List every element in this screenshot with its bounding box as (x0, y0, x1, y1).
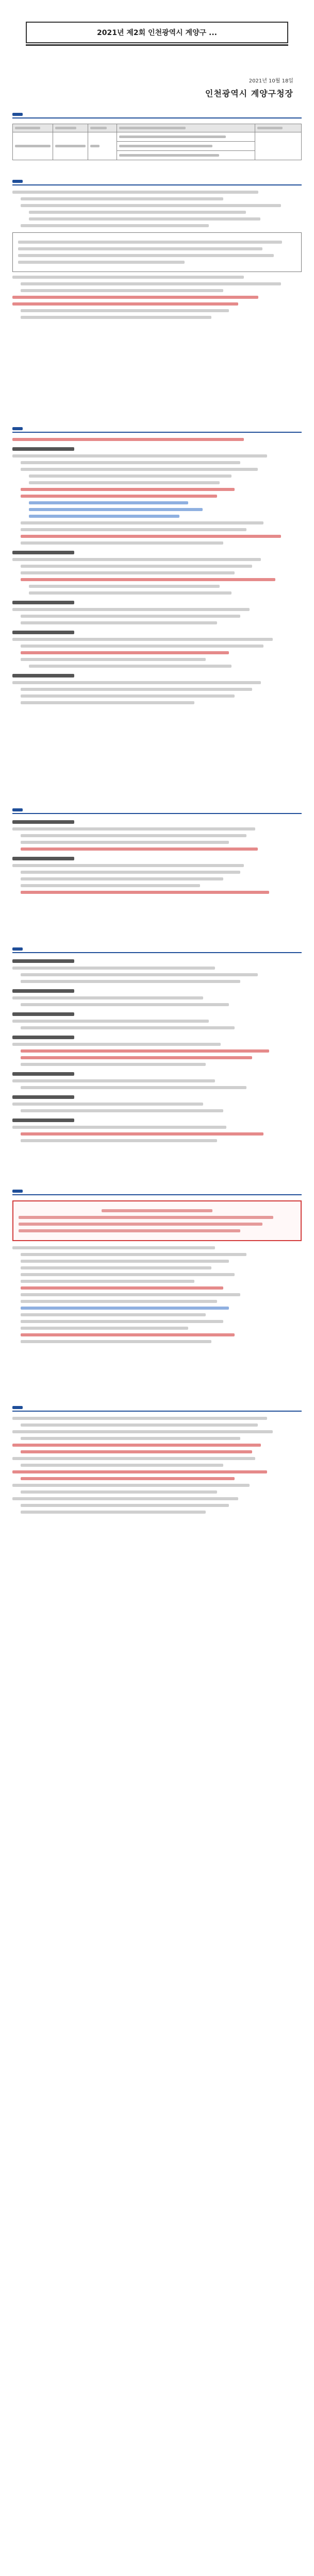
section-4 (12, 804, 302, 897)
section-4-body (12, 820, 302, 894)
title-underline (26, 44, 288, 46)
section-3-header (12, 427, 23, 430)
section-1-rule (12, 117, 302, 118)
section-2-rule (12, 184, 302, 185)
section-4-header (12, 808, 23, 811)
section-5 (12, 943, 302, 1146)
section-3 (12, 422, 302, 708)
section-3-rule (12, 432, 302, 433)
issue-date: 2021년 10월 18일 (249, 78, 293, 84)
section-2-header (12, 180, 23, 183)
section-2-body (12, 191, 302, 319)
issuer-block (205, 76, 293, 99)
section-7-header (12, 1406, 23, 1409)
note-box (12, 232, 302, 272)
section-5-header (12, 947, 23, 951)
issuer-name: 인천광역시 계양구청장 (205, 89, 293, 98)
section-7-body (12, 1417, 302, 1514)
position-table (12, 124, 302, 160)
table-header-row (13, 124, 302, 132)
section-1-header (12, 113, 23, 116)
section-1 (12, 108, 302, 160)
section-3-body (12, 438, 302, 704)
section-7 (12, 1401, 302, 1517)
table-row (13, 132, 302, 142)
notice-title-box (26, 22, 288, 43)
section-4-rule (12, 813, 302, 814)
section-5-rule (12, 952, 302, 953)
section-2 (12, 175, 302, 323)
warning-box (12, 1200, 302, 1241)
section-6-rule (12, 1194, 302, 1195)
notice-title: 2021년 제2회 인천광역시 계양구 ... (97, 29, 217, 37)
section-5-body (12, 959, 302, 1142)
section-6-body (12, 1246, 302, 1343)
section-6-header (12, 1190, 23, 1193)
section-6 (12, 1185, 302, 1347)
section-7-rule (12, 1411, 302, 1412)
